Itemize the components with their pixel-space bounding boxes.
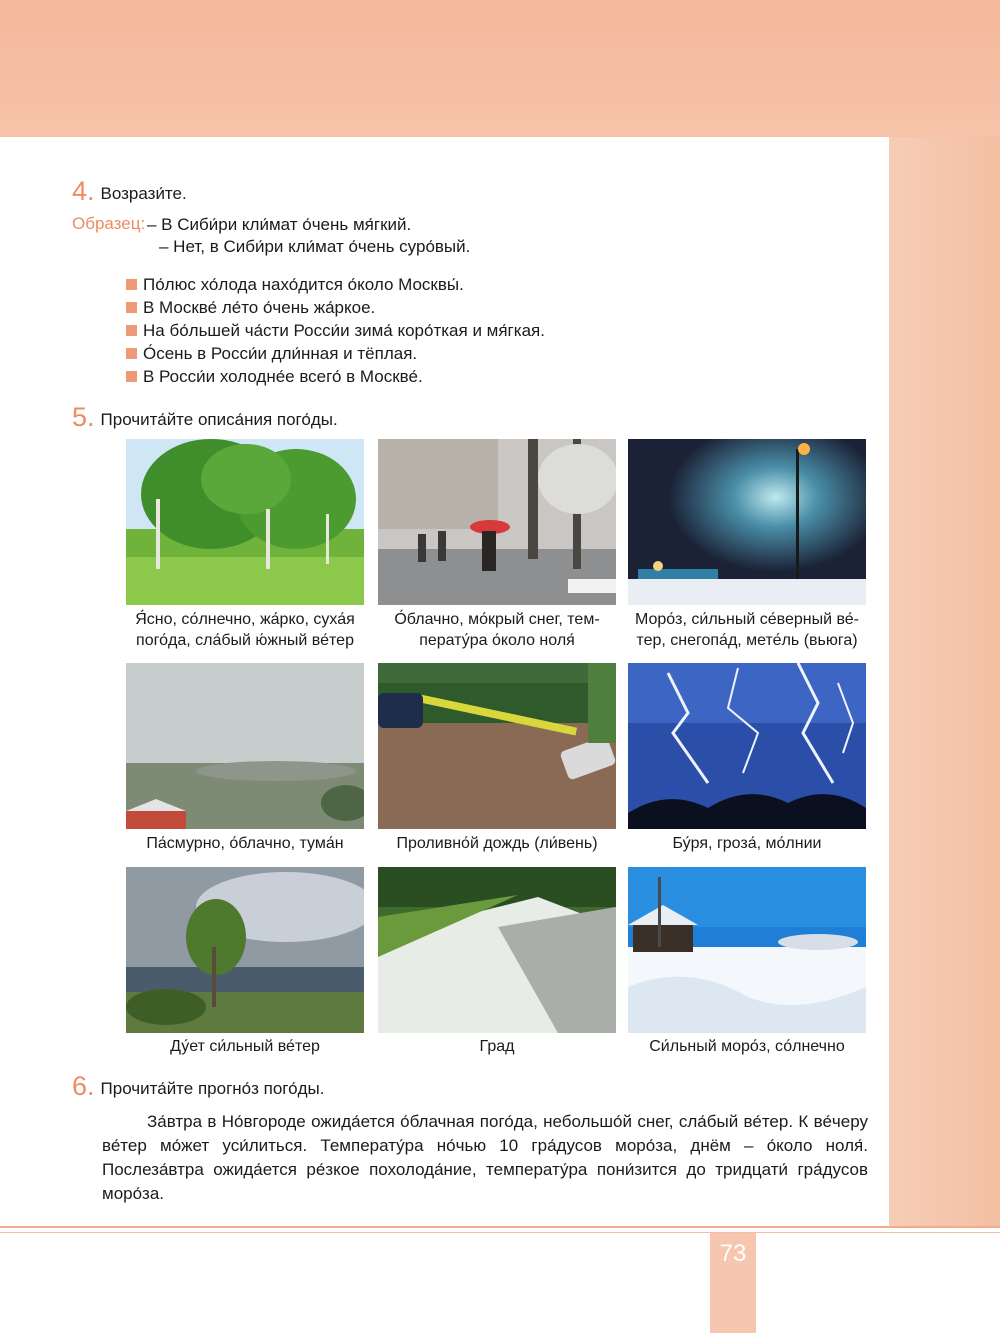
exercise-number: 5. (72, 402, 95, 432)
footer-rule (0, 1226, 1000, 1228)
right-decor-band (889, 137, 1000, 1227)
hail-road-photo (378, 867, 616, 1033)
list-item-text: О́сень в Росси́и дли́нная и тёплая. (143, 344, 418, 363)
list-item (126, 342, 545, 365)
exercise-4-heading (72, 176, 187, 207)
wet-snow-street-photo (378, 439, 616, 605)
bullet-square-icon (126, 348, 137, 359)
exercise-6-heading (72, 1071, 324, 1102)
page-number: 73 (719, 1240, 747, 1267)
sample-label: Образец: (72, 214, 146, 233)
top-decor-band (0, 0, 1000, 137)
downpour-road-photo (378, 663, 616, 829)
forecast-paragraph (102, 1110, 868, 1206)
photo-caption: О́блачно, мо́крый снег, тем- перату́ра о́коло ноля́ (394, 611, 600, 649)
exercise-title: Прочита́йте прогно́з пого́ды. (100, 1079, 325, 1098)
exercise-title: Возрази́те. (100, 184, 187, 203)
list-item-text: На бо́льшей ча́сти Росси́и зима́ коро́ткая и мя́гкая. (143, 321, 545, 340)
exercise-5-heading (72, 402, 338, 433)
list-item (126, 365, 545, 388)
list-item (126, 273, 545, 296)
snowy-village-photo (628, 867, 866, 1033)
photo-caption: Я́сно, со́лнечно, жа́рко, суха́я пого́да, сла́бый ю́жный ве́тер (135, 611, 355, 649)
exercise-number: 6. (72, 1071, 95, 1101)
exercise-number: 4. (72, 176, 95, 206)
photo-caption: Па́смурно, о́блачно, тума́н (146, 835, 344, 852)
photo-caption: Ду́ет си́льный ве́тер (170, 1038, 320, 1055)
forecast-text: За́втра в Но́вгороде ожида́ется о́блачная пого́да, небольшо́й снег, сла́бый ве́тер. К ве́черу ве́тер мо́жет уси́литься. Температу́ра но́чью 10 гра́дусов моро́за, днём – о́коло ноля́. Послеза́втра ожида́ется ре́зкое похолода́ние, температу́ра пони́зится до тридцати́ гра́дусов моро́за. (102, 1112, 868, 1203)
sample-line: – Нет, в Сиби́ри кли́мат о́чень суро́вый. (159, 237, 471, 256)
photo-caption: Град (479, 1038, 515, 1055)
list-item (126, 296, 545, 319)
list-item-text: В Росси́и холодне́е всего́ в Москве́. (143, 367, 423, 386)
bullet-square-icon (126, 279, 137, 290)
photo-caption: Си́льный моро́з, со́лнечно (649, 1038, 845, 1055)
footer-rule-thin (0, 1232, 1000, 1233)
list-item-text: В Москве́ ле́то о́чень жа́ркое. (143, 298, 376, 317)
list-item-text: По́люс хо́лода нахо́дится о́коло Москвы́. (143, 275, 464, 294)
bullet-square-icon (126, 325, 137, 336)
list-item (126, 319, 545, 342)
blizzard-night-photo (628, 439, 866, 605)
foggy-field-photo (126, 663, 364, 829)
statements-list (126, 273, 545, 388)
lightning-storm-photo (628, 663, 866, 829)
windy-tree-lake-photo (126, 867, 364, 1033)
photo-caption: Моро́з, си́льный се́верный ве́- тер, снегопа́д, мете́ль (вьюга) (634, 611, 860, 649)
photo-caption: Бу́ря, гроза́, мо́лнии (672, 835, 822, 852)
sample-line: – В Сиби́ри кли́мат о́чень мя́гкий. (147, 215, 412, 234)
sunny-birch-meadow-photo (126, 439, 364, 605)
bullet-square-icon (126, 371, 137, 382)
exercise-title: Прочита́йте описа́ния пого́ды. (100, 410, 338, 429)
photo-caption: Проливно́й дождь (ли́вень) (396, 835, 598, 852)
bullet-square-icon (126, 302, 137, 313)
